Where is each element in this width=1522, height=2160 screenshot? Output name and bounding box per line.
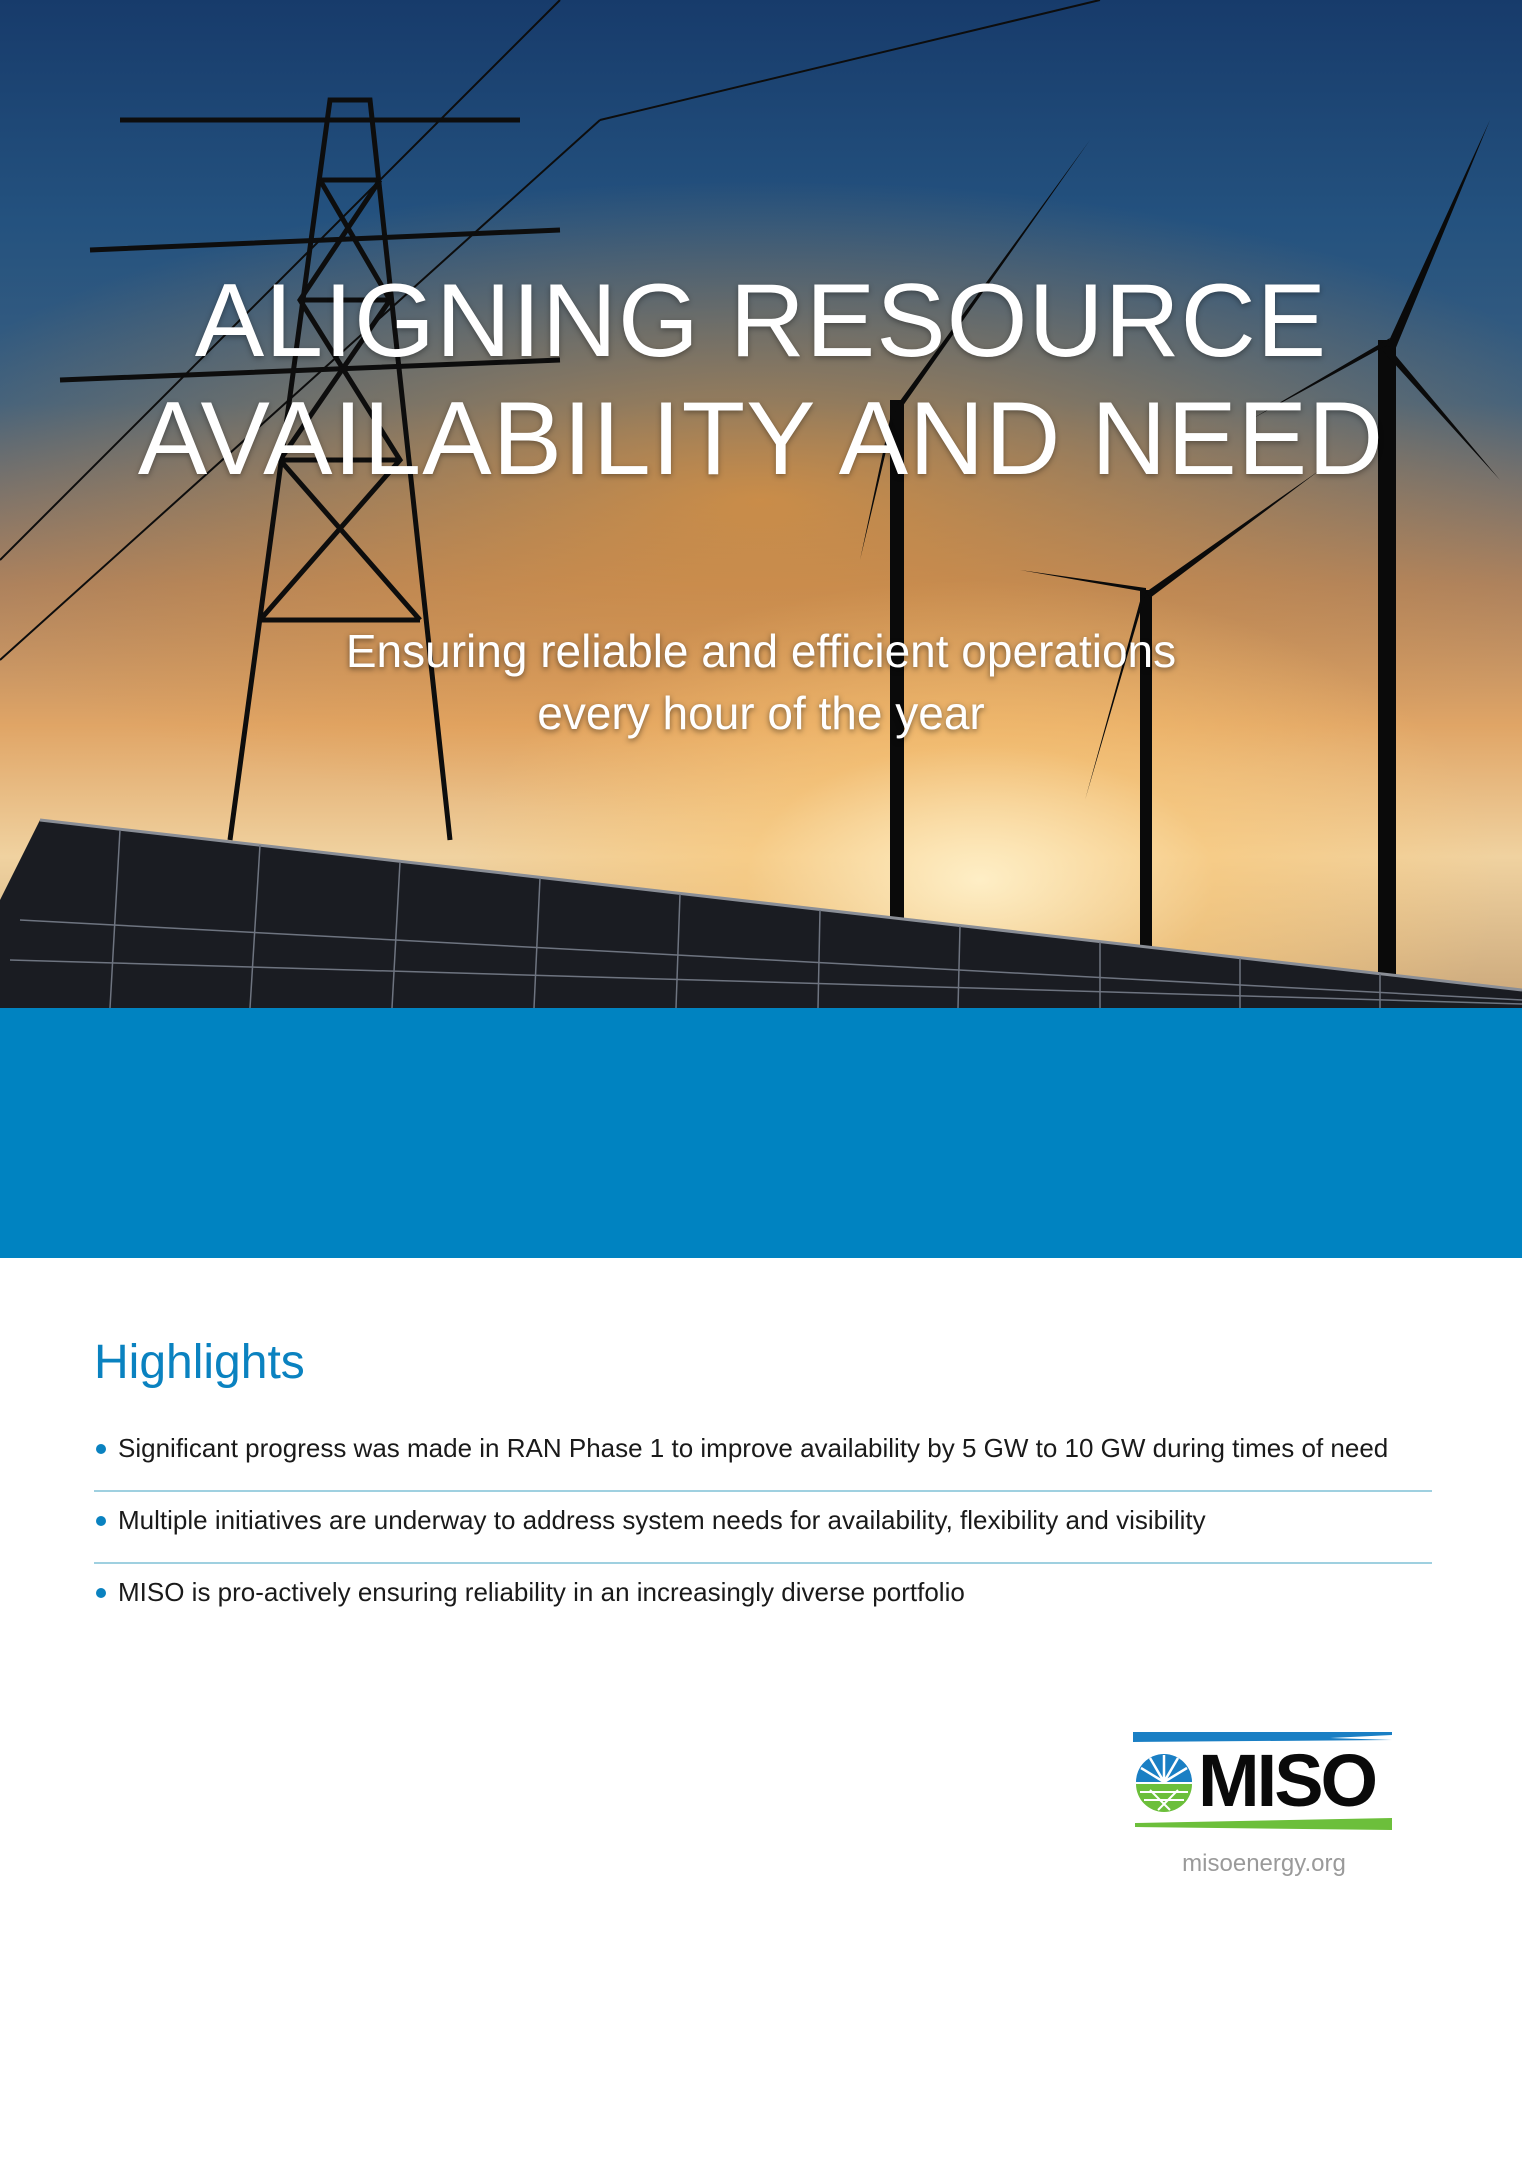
list-item-text: MISO is pro-actively ensuring reliability in an increasingly diverse portfolio — [118, 1577, 965, 1607]
website-url[interactable]: misoenergy.org — [1182, 1850, 1346, 1877]
title-line: ALIGNING RESOURCE — [194, 263, 1328, 379]
list-item-text: Significant progress was made in RAN Phase 1 to improve availability by 5 GW to 10 GW during times of need — [118, 1433, 1389, 1463]
document-subtitle — [0, 620, 1522, 744]
sun-field-icon — [1136, 1754, 1192, 1812]
list-item — [94, 1420, 1432, 1492]
solar-panels — [0, 820, 1522, 1008]
energy-landscape-illustration — [0, 0, 1522, 1008]
subtitle-line: Ensuring reliable and efficient operations — [345, 625, 1177, 677]
document-title — [0, 262, 1522, 498]
wind-turbines — [860, 120, 1500, 980]
subtitle-line: every hour of the year — [537, 687, 985, 739]
bullet-icon — [96, 1444, 106, 1454]
svg-text:MISO: MISO — [1198, 1739, 1376, 1822]
list-item-text: Multiple initiatives are underway to address system needs for availability, flexibility and visibility — [118, 1505, 1206, 1535]
bullet-icon — [96, 1516, 106, 1526]
highlights-heading: Highlights — [94, 1336, 305, 1389]
cover-hero-image — [0, 0, 1522, 1008]
publication-date: DECEMBER 2019 — [563, 2121, 959, 2159]
bullet-icon — [96, 1588, 106, 1598]
list-item — [94, 1564, 1432, 1636]
title-line: AVAILABILITY AND NEED — [137, 381, 1385, 497]
miso-logo — [1130, 1730, 1400, 1835]
list-item — [94, 1492, 1432, 1564]
highlights-list — [94, 1420, 1432, 1636]
